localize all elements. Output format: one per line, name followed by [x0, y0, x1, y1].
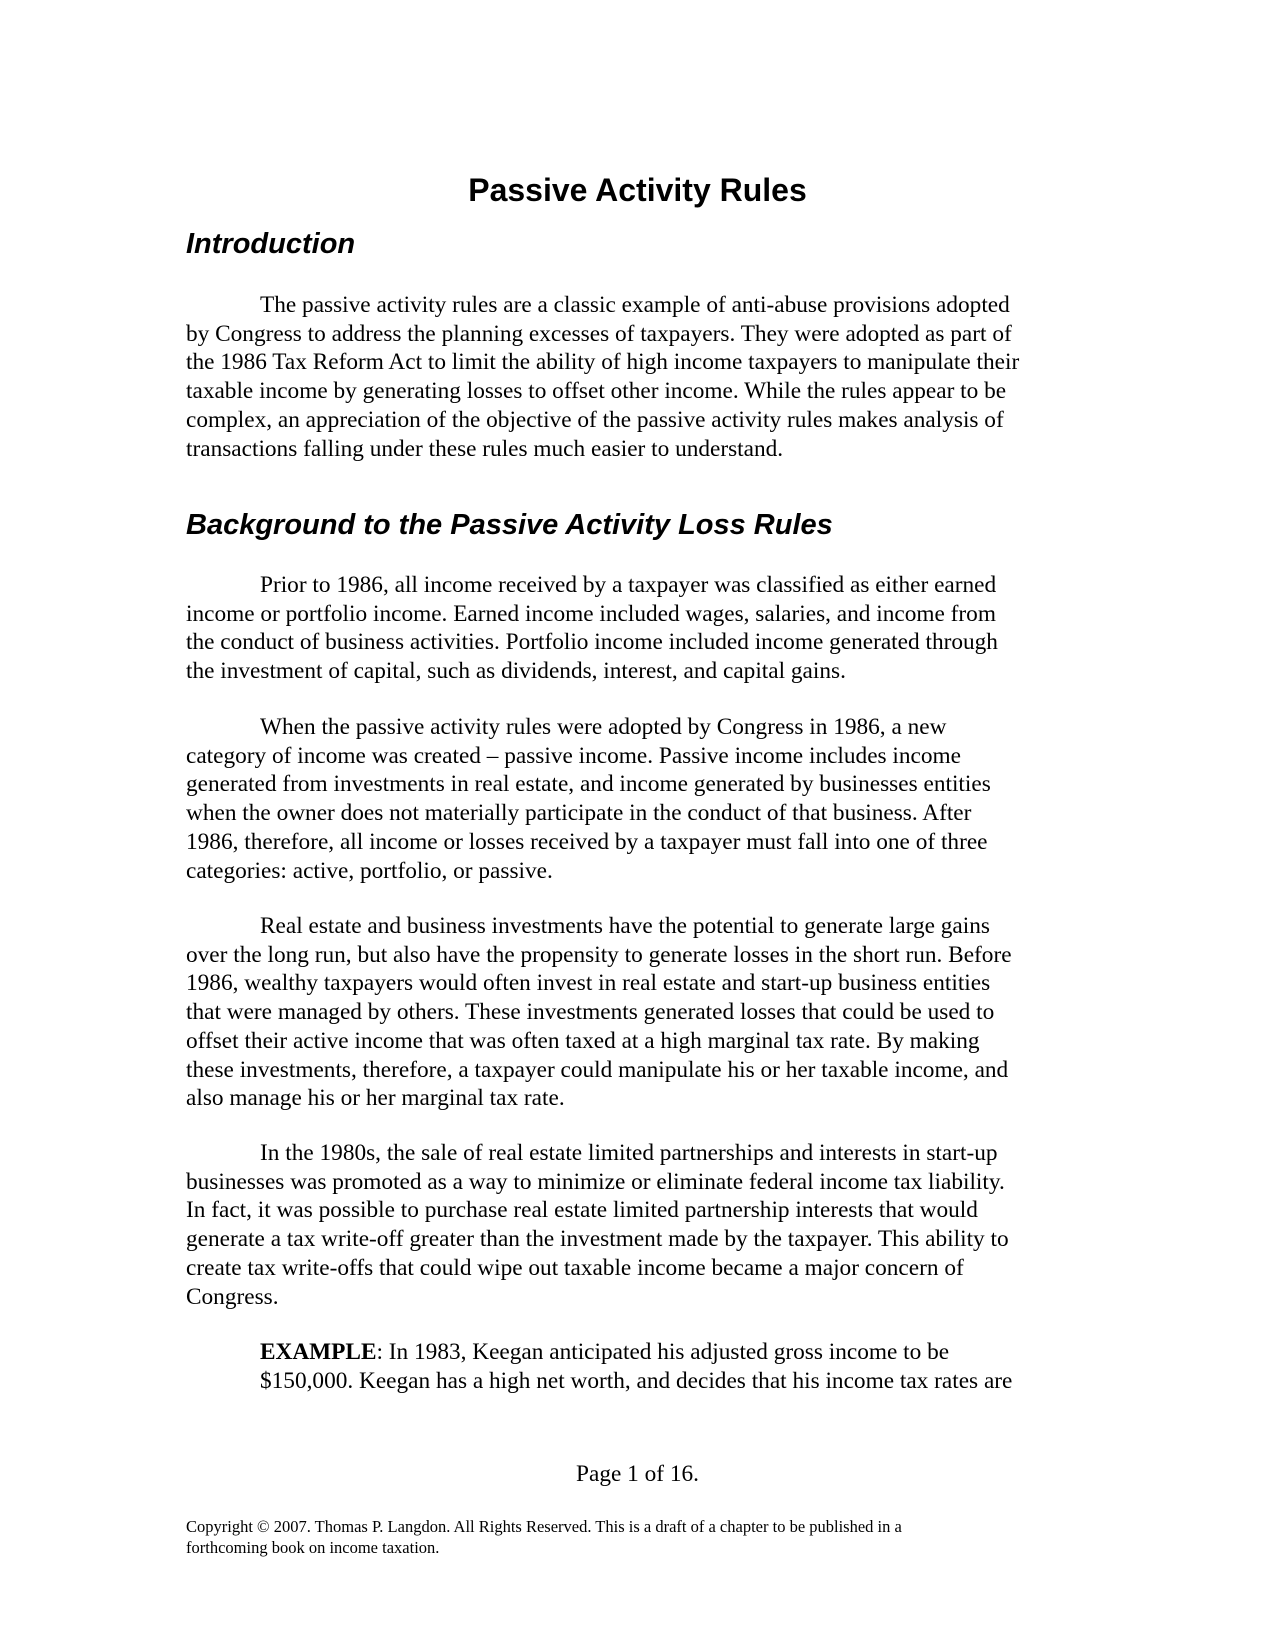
text-line: Real estate and business investments have the potential to generate large gains [260, 913, 990, 939]
example-line [260, 1338, 1100, 1367]
text-line: generated from investments in real estate, and income generated by businesses entities [186, 771, 991, 798]
example-block [260, 1338, 1100, 1395]
text-line: create tax write-offs that could wipe out taxable income became a major concern of [186, 1254, 964, 1281]
paragraph-real-estate [186, 912, 1086, 1113]
paragraph-passive-income [186, 713, 1086, 885]
text-line: over the long run, but also have the propensity to generate losses in the short run. Before [186, 941, 1012, 968]
section-heading-background: Background to the Passive Activity Loss Rules [186, 509, 833, 541]
text-line: also manage his or her marginal tax rate. [186, 1085, 565, 1112]
text-line: The passive activity rules are a classic example of anti-abuse provisions adopted [260, 292, 1010, 318]
page-title: Passive Activity Rules [468, 172, 807, 208]
text-line: In the 1980s, the sale of real estate limited partnerships and interests in start-up [260, 1140, 998, 1166]
text-line: when the owner does not materially participate in the conduct of that business. After [186, 800, 972, 827]
text-line: the conduct of business activities. Portfolio income included income generated through [186, 629, 998, 656]
paragraph-introduction [186, 291, 1086, 463]
text-line: In fact, it was possible to purchase real estate limited partnership interests that would [186, 1197, 978, 1224]
text-line: 1986, therefore, all income or losses received by a taxpayer must fall into one of three [186, 828, 988, 855]
page-number: Page 1 of 16. [576, 1461, 699, 1487]
copyright-line: forthcoming book on income taxation. [186, 1538, 440, 1557]
text-line: the investment of capital, such as dividends, interest, and capital gains. [186, 658, 846, 685]
text-line: the 1986 Tax Reform Act to limit the ability of high income taxpayers to manipulate their [186, 349, 1020, 376]
text-line: categories: active, portfolio, or passive. [186, 857, 553, 884]
paragraph-1980s [186, 1139, 1086, 1311]
text-line: Congress. [186, 1283, 279, 1310]
text-line: category of income was created – passive income. Passive income includes income [186, 742, 962, 769]
text-line: When the passive activity rules were adopted by Congress in 1986, a new [260, 714, 947, 740]
text-line: that were managed by others. These investments generated losses that could be used to [186, 999, 995, 1026]
section-heading-introduction: Introduction [186, 228, 356, 260]
text-line: by Congress to address the planning excesses of taxpayers. They were adopted as part of [186, 320, 1012, 347]
text-line: complex, an appreciation of the objective of the passive activity rules makes analysis of [186, 406, 1004, 433]
paragraph-prior-to-1986 [186, 571, 1086, 686]
text-line: businesses was promoted as a way to minimize or eliminate federal income tax liability. [186, 1168, 1005, 1195]
text-line: income or portfolio income. Earned income included wages, salaries, and income from [186, 600, 996, 627]
example-text: : In 1983, Keegan anticipated his adjusted gross income to be [376, 1339, 950, 1365]
text-line: offset their active income that was often taxed at a high marginal tax rate. By making [186, 1027, 980, 1054]
text-line: 1986, wealthy taxpayers would often invest in real estate and start-up business entities [186, 970, 991, 997]
example-line: $150,000. Keegan has a high net worth, and decides that his income tax rates are [260, 1367, 1013, 1394]
text-line: generate a tax write-off greater than the investment made by the taxpayer. This ability to [186, 1226, 1009, 1253]
text-line: taxable income by generating losses to offset other income. While the rules appear to be [186, 378, 1007, 405]
text-line: transactions falling under these rules much easier to understand. [186, 435, 784, 462]
text-line: these investments, therefore, a taxpayer could manipulate his or her taxable income, and [186, 1056, 1009, 1083]
example-label: EXAMPLE [260, 1339, 377, 1365]
copyright-line: Copyright © 2007. Thomas P. Langdon. All Rights Reserved. This is a draft of a chapter to be published in a [186, 1517, 902, 1536]
copyright-notice [186, 1516, 1086, 1558]
text-line: Prior to 1986, all income received by a taxpayer was classified as either earned [260, 572, 997, 598]
